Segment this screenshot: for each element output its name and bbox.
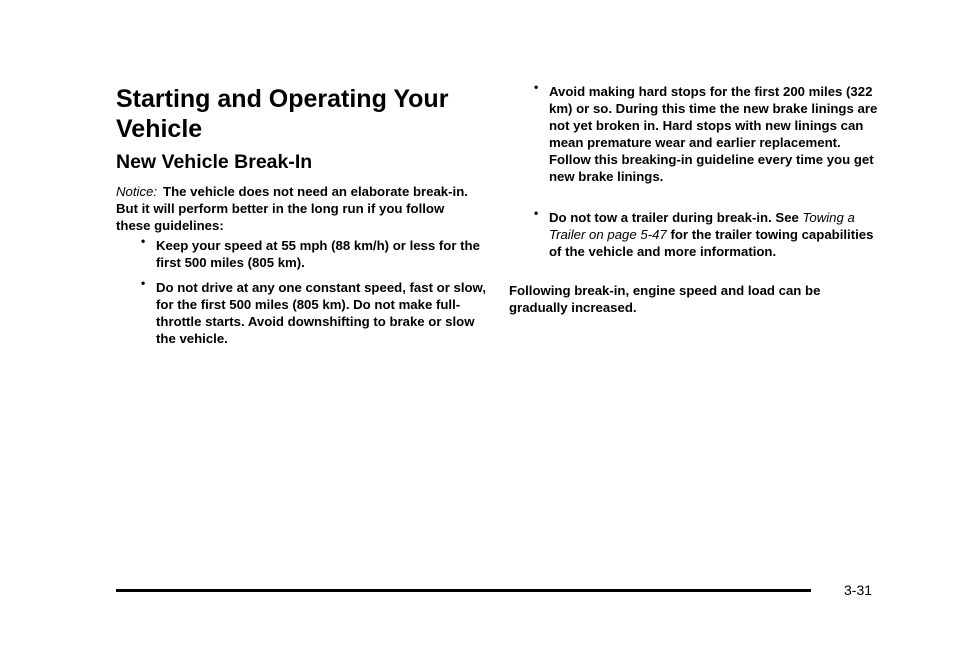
bullet-dot: • <box>534 206 539 220</box>
bullet-text: Keep your speed at 55 mph (88 km/h) or less for the first 500 miles (805 km). <box>156 238 480 270</box>
section-title: New Vehicle Break-In <box>116 151 313 173</box>
notice-text: The vehicle does not need an elaborate break-in. But it will perform better in the long run if you follow these guidelines: <box>116 184 468 233</box>
bullet-item-towing <box>534 206 879 260</box>
cross-reference-link[interactable]: Towing a Trailer on page 5-47 <box>549 210 855 242</box>
bullet-item-speed <box>141 234 486 271</box>
chapter-title: Starting and Operating Your Vehicle <box>116 85 449 143</box>
bullet-text: Do not tow a trailer during break-in. See <box>549 210 799 225</box>
bullet-dot: • <box>141 276 146 290</box>
bullet-item-hard-stops <box>534 80 879 185</box>
bullet-item-constant-speed <box>141 276 486 347</box>
bullet-text: for the trailer towing capabilities of the vehicle and more information. <box>549 227 874 259</box>
bullet-dot: • <box>534 80 539 94</box>
bullet-text: Avoid making hard stops for the first 200 miles (322 km) or so. During this time the new brake linings are not yet broken in. Hard stops with new linings can mean premature wear and earlier replacement. Follow this breaking-in guideline every time you get new brake linings. <box>549 84 878 184</box>
notice-paragraph <box>116 183 476 234</box>
bullet-text: Do not drive at any one constant speed, fast or slow, for the first 500 miles (805 km). Do not make full-throttle starts. Avoid downshifting to brake or slow the vehicle. <box>156 280 486 346</box>
footer-rule <box>116 589 811 592</box>
page-number: 3-31 <box>844 582 873 598</box>
notice-label: Notice: <box>116 184 158 199</box>
bullet-dot: • <box>141 234 146 248</box>
closing-paragraph: Following break-in, engine speed and load can be gradually increased. <box>509 283 821 315</box>
